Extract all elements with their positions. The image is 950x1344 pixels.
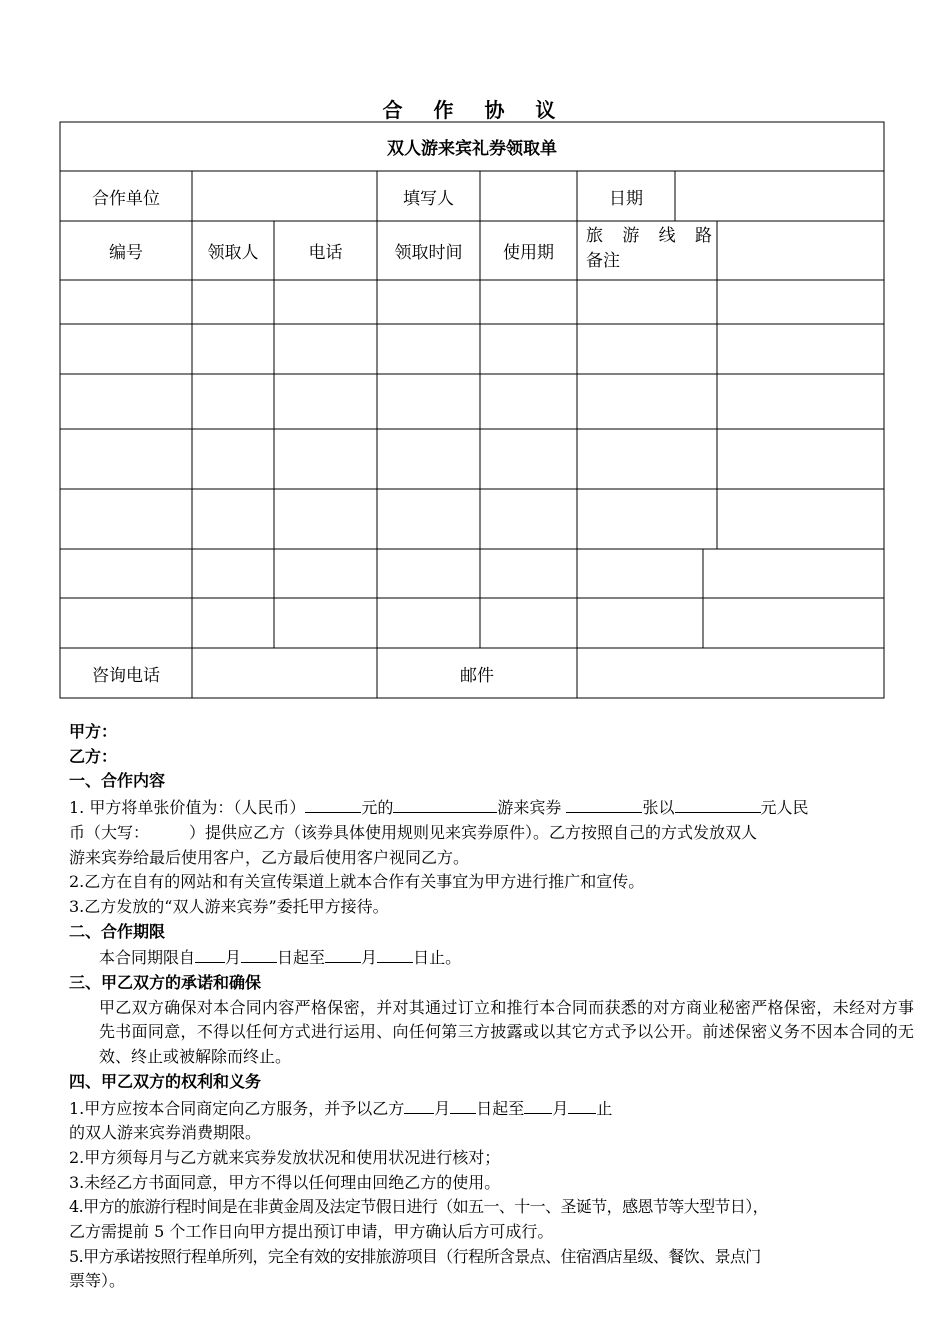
route-notes-label: 备注 xyxy=(586,251,620,271)
section-1-title: 一、合作内容 xyxy=(69,771,166,791)
section-4-item-1: 1.甲方应按本合同商定向乙方服务，并予以乙方 月 日起至 月 止 xyxy=(69,1095,914,1122)
route-char: 游 xyxy=(622,226,640,246)
blank-field xyxy=(524,1095,552,1114)
agreement-body xyxy=(69,720,914,1294)
label-filler: 填写人 xyxy=(403,188,454,209)
section-3-text: 甲乙双方确保对本合同内容严格保密，并对其通过订立和推行本合同而获悉的对方商业秘密严格保密，未经对方事先书面同意，不得以任何方式进行运用、向任何第三方披露或以其它方式予以公开。前述保密义务不因本合同的无效、终止或被解除而终止。 xyxy=(99,997,914,1067)
label-date: 日期 xyxy=(609,188,643,209)
section-1-item-1-cont2: 游来宾券给最后使用客户，乙方最后使用客户视同乙方。 xyxy=(69,847,470,867)
column-header-receiver: 领取人 xyxy=(207,243,259,263)
column-header-validity: 使用期 xyxy=(503,243,554,263)
blank-field xyxy=(377,944,413,963)
section-4-item-1-cont: 的双人游来宾券消费期限。 xyxy=(69,1123,262,1143)
blank-field xyxy=(393,794,497,813)
section-4-item-5: 5.甲方承诺按照行程单所列，完全有效的安排旅游项目（行程所含景点、住宿酒店星级、餐饮、景点门 xyxy=(69,1246,761,1266)
section-2-title: 二、合作期限 xyxy=(69,921,166,941)
blank-field xyxy=(305,794,361,813)
column-header-route-notes xyxy=(586,224,712,274)
column-header-phone: 电话 xyxy=(308,243,343,263)
blank-field xyxy=(568,1095,596,1114)
route-char: 线 xyxy=(658,226,676,246)
blank-field xyxy=(566,794,642,813)
route-char: 旅 xyxy=(586,226,603,246)
section-1-item-3: 3.乙方发放的“双人游来宾券”委托甲方接待。 xyxy=(69,896,389,916)
section-4-item-5-cont: 票等）。 xyxy=(69,1271,126,1291)
label-email: 邮件 xyxy=(460,665,494,686)
section-4-item-4: 4.甲方的旅游行程时间是在非黄金周及法定节假日进行（如五一、十一、圣诞节，感恩节等大型节日）， xyxy=(69,1197,769,1217)
column-header-receive-time: 领取时间 xyxy=(394,243,463,263)
section-3-title: 三、甲乙双方的承诺和确保 xyxy=(69,973,262,993)
section-1-item-2: 2.乙方在自有的网站和有关宣传渠道上就本合作有关事宜为甲方进行推广和宣传。 xyxy=(69,872,645,892)
section-4-title: 四、甲乙双方的权利和义务 xyxy=(69,1071,262,1091)
label-cooperation-unit: 合作单位 xyxy=(92,188,160,209)
party-a: 甲方： xyxy=(69,722,118,741)
label-hotline: 咨询电话 xyxy=(92,665,160,686)
section-4-item-3: 3.未经乙方书面同意，甲方不得以任何理由回绝乙方的使用。 xyxy=(69,1172,501,1192)
section-4-item-4-cont: 乙方需提前 5 个工作日向甲方提出预订申请，甲方确认后方可成行。 xyxy=(69,1222,554,1242)
form-heading: 双人游来宾礼券领取单 xyxy=(387,139,557,159)
blank-field xyxy=(450,1095,476,1114)
blank-field xyxy=(675,794,761,813)
party-b: 乙方： xyxy=(69,746,118,766)
section-2-text: 本合同期限自 月 日起至 月 日止。 xyxy=(69,944,914,971)
blank-field xyxy=(195,944,225,963)
blank-field xyxy=(241,944,277,963)
section-1-item-1: 1. 甲方将单张价值为：（人民币） 元的 游来宾券 张以 元人民 xyxy=(69,794,914,821)
blank-field xyxy=(325,944,361,963)
document-title: 合 作 协 议 xyxy=(382,98,568,122)
column-header-number: 编号 xyxy=(109,243,143,263)
section-1-item-1-cont: 币（大写： ）提供应乙方（该券具体使用规则见来宾券原件）。乙方按照自己的方式发放双人 xyxy=(69,822,758,842)
route-char: 路 xyxy=(694,226,712,246)
blank-field xyxy=(404,1095,434,1114)
section-4-item-2: 2.甲方须每月与乙方就来宾券发放状况和使用状况进行核对； xyxy=(69,1147,501,1167)
